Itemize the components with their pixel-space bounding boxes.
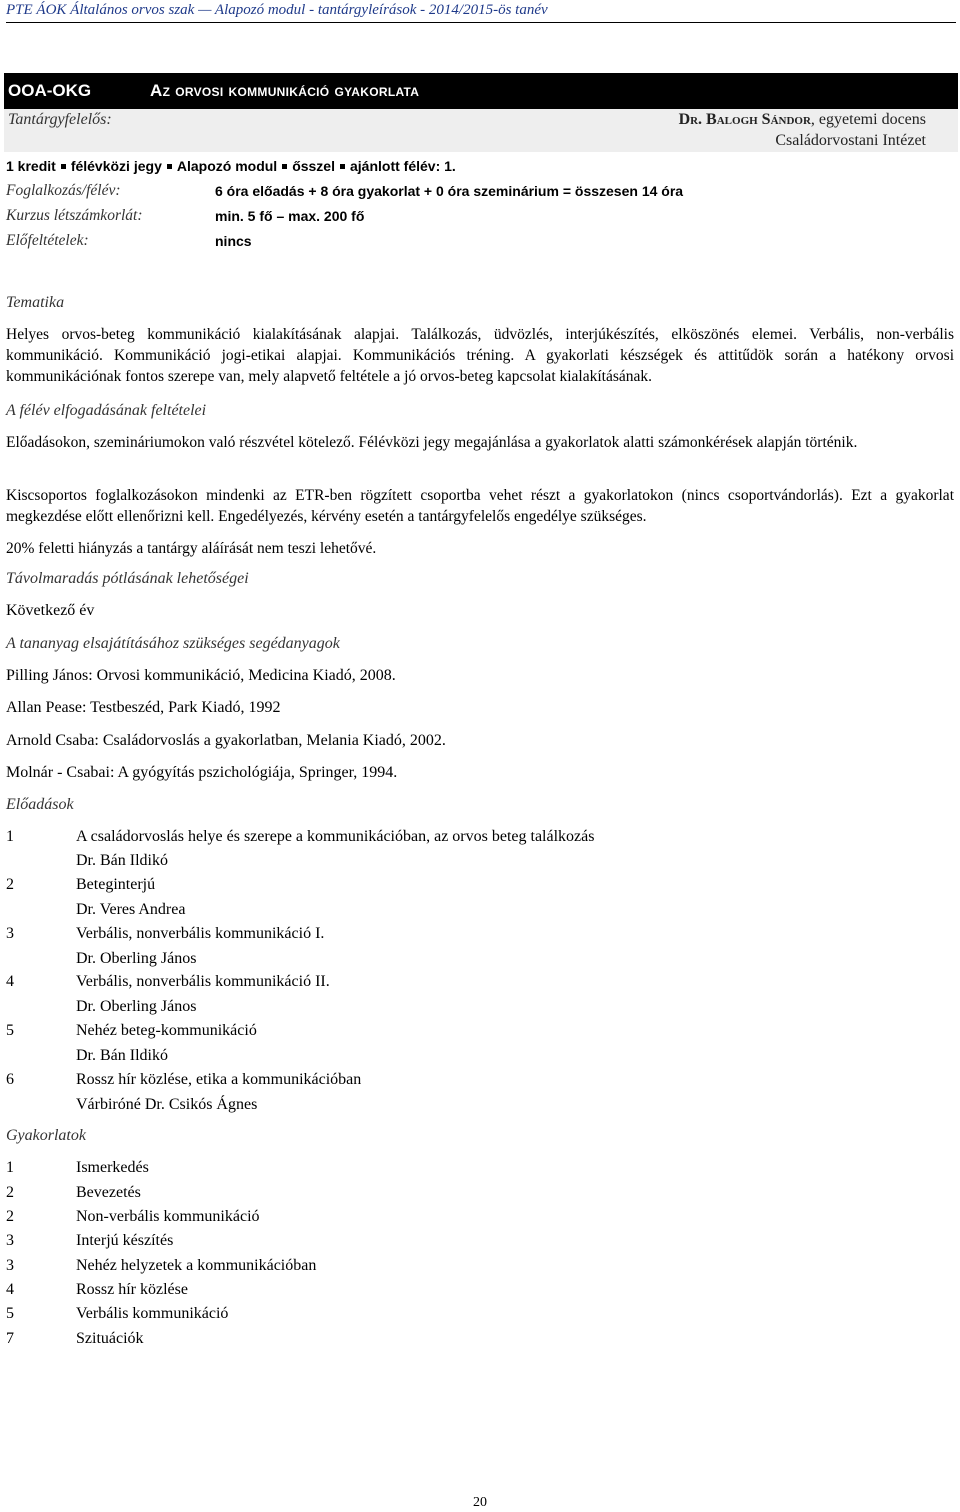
practicals-heading: Gyakorlatok bbox=[6, 1127, 86, 1144]
lectures-heading: Előadások bbox=[6, 796, 74, 813]
lecture-number: 1 bbox=[6, 828, 14, 845]
prerequisites-value: nincs bbox=[215, 233, 252, 249]
practical-title: Ismerkedés bbox=[76, 1159, 149, 1176]
lecture-number: 6 bbox=[6, 1071, 14, 1088]
practical-number: 2 bbox=[6, 1208, 14, 1225]
practical-number: 3 bbox=[6, 1257, 14, 1274]
responsible-title: , egyetemi docens bbox=[810, 111, 926, 128]
lecture-title: Verbális, nonverbális kommunikáció II. bbox=[76, 973, 330, 990]
tematika-heading: Tematika bbox=[6, 294, 65, 311]
hours-label: Foglalkozás/félév: bbox=[6, 182, 121, 199]
responsible-box bbox=[4, 109, 958, 152]
page-number: 20 bbox=[473, 1495, 487, 1510]
lecture-title: Rossz hír közlése, etika a kommunikációban bbox=[76, 1071, 362, 1088]
practical-title: Rossz hír közlése bbox=[76, 1281, 188, 1298]
practical-title: Szituációk bbox=[76, 1330, 144, 1347]
lecture-lecturer: Dr. Bán Ildikó bbox=[76, 1047, 168, 1064]
practical-number: 5 bbox=[6, 1305, 14, 1322]
materials-heading: A tananyag elsajátításához szükséges segédanyagok bbox=[6, 635, 340, 652]
meta-credit: 1 kredit bbox=[6, 158, 56, 174]
practical-number: 4 bbox=[6, 1281, 14, 1298]
course-code: OOA-OKG bbox=[8, 81, 92, 100]
lecture-title: Nehéz beteg-kommunikáció bbox=[76, 1022, 257, 1039]
practical-title: Nehéz helyzetek a kommunikációban bbox=[76, 1257, 317, 1274]
practical-number: 1 bbox=[6, 1159, 14, 1176]
header-rule bbox=[6, 22, 956, 23]
hours-value: 6 óra előadás + 8 óra gyakorlat + 0 óra szeminárium = összesen 14 óra bbox=[215, 183, 684, 199]
practical-title: Interjú készítés bbox=[76, 1232, 174, 1249]
meta-season: ősszel bbox=[292, 158, 335, 174]
capacity-label: Kurzus létszámkorlát: bbox=[6, 207, 143, 224]
requirements-paragraph-3: 20% feletti hiányzás a tantárgy aláírását nem teszi lehetővé. bbox=[6, 540, 377, 557]
responsible-name: Dr. Balogh Sándor bbox=[678, 111, 811, 128]
practical-number: 3 bbox=[6, 1232, 14, 1249]
requirements-heading: A félév elfogadásának feltételei bbox=[6, 402, 207, 419]
practical-title: Non-verbális kommunikáció bbox=[76, 1208, 260, 1225]
meta-semester: ajánlott félév: 1. bbox=[350, 158, 456, 174]
book-item: Arnold Csaba: Családorvoslás a gyakorlatban, Melania Kiadó, 2002. bbox=[6, 732, 446, 749]
practical-number: 7 bbox=[6, 1330, 14, 1347]
bullet-separator bbox=[282, 164, 287, 169]
requirements-paragraph-2: Kiscsoportos foglalkozásokon mindenki az ETR-ben rögzített csoportba vehet részt a gyakorlatokon (nincs csoportvándorlás). Ezt a gyakorlat megkezdése előtt ellenőrizni kell. Engedélyezés, kérvény esetén a tantárgyfelelős engedélye szükséges. bbox=[6, 487, 954, 525]
practical-title: Verbális kommunikáció bbox=[76, 1305, 229, 1322]
tematika-text: Helyes orvos-beteg kommunikáció kialakításának alapjai. Találkozás, üdvözlés, interjúkészítés, elköszönés elemei. Verbális, non-verbális kommunikáció. Kommunikáció jogi-etikai alapjai. Kommunikációs tréning. A gyakorlati készségek és attitűdök során a hatékony orvosi kommunikációnak fontos szerepe van, mely alapvető feltétele a jó orvos-beteg kapcsolat kialakításának. bbox=[6, 326, 954, 385]
prerequisites-label: Előfeltételek: bbox=[6, 232, 89, 249]
lecture-number: 5 bbox=[6, 1022, 14, 1039]
course-title-bar bbox=[4, 73, 958, 109]
lecture-lecturer: Dr. Oberling János bbox=[76, 998, 197, 1015]
book-item: Allan Pease: Testbeszéd, Park Kiadó, 1992 bbox=[6, 699, 281, 716]
lecture-lecturer: Várbiróné Dr. Csikós Ágnes bbox=[76, 1096, 258, 1113]
lecture-lecturer: Dr. Bán Ildikó bbox=[76, 852, 168, 869]
lecture-lecturer: Dr. Veres Andrea bbox=[76, 901, 186, 918]
institute-name: Családorvostani Intézet bbox=[775, 132, 926, 149]
lecture-number: 4 bbox=[6, 973, 14, 990]
bullet-separator bbox=[61, 164, 66, 169]
book-item: Pilling János: Orvosi kommunikáció, Medicina Kiadó, 2008. bbox=[6, 667, 396, 684]
practical-title: Bevezetés bbox=[76, 1184, 141, 1201]
lecture-number: 3 bbox=[6, 925, 14, 942]
meta-module: Alapozó modul bbox=[176, 158, 278, 174]
bullet-separator bbox=[167, 164, 172, 169]
lecture-title: A családorvoslás helye és szerepe a kommunikációban, az orvos beteg találkozás bbox=[76, 828, 595, 845]
responsible-label: Tantárgyfelelős: bbox=[8, 111, 112, 128]
meta-grading: félévközi jegy bbox=[70, 158, 162, 174]
responsible-person bbox=[679, 111, 926, 129]
makeup-heading: Távolmaradás pótlásának lehetőségei bbox=[6, 570, 249, 587]
running-header: PTE ÁOK Általános orvos szak — Alapozó modul - tantárgyleírások - 2014/2015-ös tanév bbox=[6, 2, 548, 18]
lecture-lecturer: Dr. Oberling János bbox=[76, 950, 197, 967]
course-meta-line bbox=[6, 158, 456, 174]
book-item: Molnár - Csabai: A gyógyítás pszichológiája, Springer, 1994. bbox=[6, 764, 398, 781]
lecture-number: 2 bbox=[6, 876, 14, 893]
practical-number: 2 bbox=[6, 1184, 14, 1201]
lecture-title: Beteginterjú bbox=[76, 876, 156, 893]
requirements-paragraph-1: Előadásokon, szemináriumokon való részvétel kötelező. Félévközi jegy megajánlása a gyakorlatok alatti számonkérések alapján történik. bbox=[6, 434, 858, 451]
course-title: Az orvosi kommunikáció gyakorlata bbox=[150, 81, 420, 100]
bullet-separator bbox=[340, 164, 345, 169]
lecture-title: Verbális, nonverbális kommunikáció I. bbox=[76, 925, 325, 942]
capacity-value: min. 5 fő – max. 200 fő bbox=[215, 208, 365, 224]
makeup-text: Következő év bbox=[6, 602, 95, 619]
